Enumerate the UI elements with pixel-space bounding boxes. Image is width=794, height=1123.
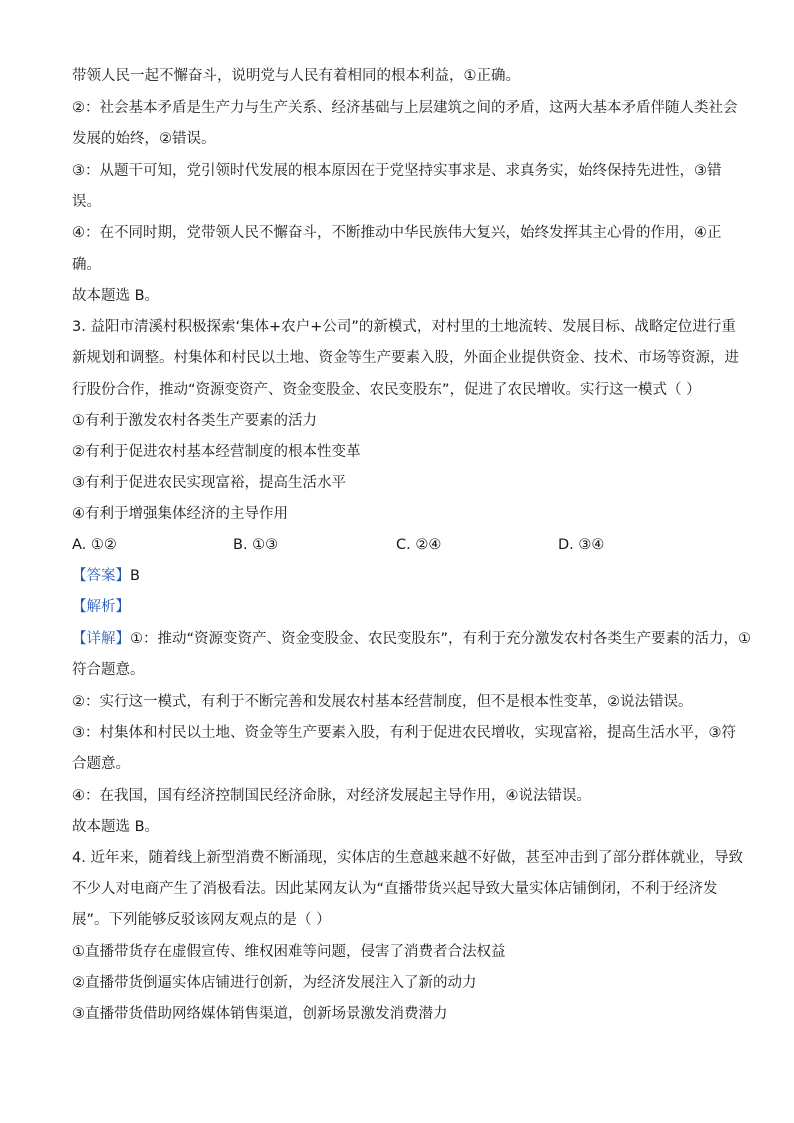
detail-line: ②：实行这一模式，有利于不断完善和发展农村基本经营制度，但不是根本性变革，②说法错误。 bbox=[72, 694, 693, 710]
option-a: A. ①② bbox=[72, 537, 117, 553]
question-4-statement: ③直播带货借助网络媒体销售渠道，创新场景激发消费潜力 bbox=[72, 1006, 448, 1022]
option-b: B. ①③ bbox=[233, 537, 279, 553]
prev-analysis-line: ③：从题干可知，党引领时代发展的根本原因在于党坚持实事求是、求真务实，始终保持先进性，③错 bbox=[72, 163, 722, 179]
detail-line: 合题意。 bbox=[72, 756, 130, 772]
answer-line bbox=[72, 566, 140, 586]
question-3-statement: ①有利于激发农村各类生产要素的活力 bbox=[72, 413, 317, 429]
analysis-heading bbox=[72, 597, 130, 617]
prev-analysis-line: ②：社会基本矛盾是生产力与生产关系、经济基础与上层建筑之间的矛盾，这两大基本矛盾伴随人类社会 bbox=[72, 100, 738, 116]
answer-value: B bbox=[130, 568, 140, 584]
prev-analysis-line: 确。 bbox=[72, 257, 101, 273]
detail-line bbox=[72, 629, 751, 649]
analysis-tag: 【解析】 bbox=[72, 599, 130, 615]
question-3-stem: 行股份合作，推动“资源变资产、资金变股金、农民变股东”，促进了农民增收。实行这一模式（ ） bbox=[72, 382, 701, 398]
question-3-stem: 3. 益阳市清溪村积极探索‘集体+农户+公司”的新模式，对村里的土地流转、发展目标、战略定位进行重 bbox=[72, 319, 736, 335]
detail-line: 符合题意。 bbox=[72, 662, 145, 678]
detail-tag: 【详解】 bbox=[72, 631, 130, 647]
question-3-statement: ②有利于促进农村基本经营制度的根本性变革 bbox=[72, 444, 361, 460]
option-d: D. ③④ bbox=[558, 537, 605, 553]
prev-analysis-line: 发展的始终，②错误。 bbox=[72, 131, 216, 147]
question-4-stem: 展”。下列能够反驳该网友观点的是（ ） bbox=[72, 912, 331, 928]
question-3-statement: ③有利于促进农民实现富裕，提高生活水平 bbox=[72, 475, 346, 491]
question-3-statement: ④有利于增强集体经济的主导作用 bbox=[72, 506, 288, 522]
question-4-statement: ②直播带货倒逼实体店铺进行创新，为经济发展注入了新的动力 bbox=[72, 975, 477, 991]
answer-tag: 【答案】 bbox=[72, 568, 130, 584]
prev-analysis-line: 误。 bbox=[72, 194, 101, 210]
detail-conclusion: 故本题选 B。 bbox=[72, 819, 160, 835]
prev-analysis-line: ④：在不同时期，党带领人民不懈奋斗，不断推动中华民族伟大复兴，始终发挥其主心骨的作用，④正 bbox=[72, 225, 722, 241]
question-4-stem: 4. 近年来，随着线上新型消费不断涌现，实体店的生意越来越不好做，甚至冲击到了部分群体就业，导致 bbox=[72, 850, 743, 866]
prev-conclusion: 故本题选 B。 bbox=[72, 288, 160, 304]
question-4-statement: ①直播带货存在虚假宣传、维权困难等问题，侵害了消费者合法权益 bbox=[72, 944, 506, 960]
detail-line: ③：村集体和村民以土地、资金等生产要素入股，有利于促进农民增收，实现富裕，提高生活水平，③符 bbox=[72, 725, 736, 741]
detail-line: ④：在我国，国有经济控制国民经济命脉，对经济发展起主导作用，④说法错误。 bbox=[72, 788, 591, 804]
prev-analysis-line: 带领人民一起不懈奋斗，说明党与人民有着相同的根本利益，①正确。 bbox=[72, 68, 520, 84]
question-4-stem: 不少人对电商产生了消极看法。因此某网友认为“直播带货兴起导致大量实体店铺倒闭，不利于经济发 bbox=[72, 881, 718, 897]
option-c: C. ②④ bbox=[396, 537, 442, 553]
detail-text: ①：推动“资源变资产、资金变股金、农民变股东”，有利于充分激发农村各类生产要素的活力，① bbox=[130, 631, 752, 647]
question-3-stem: 新规划和调整。村集体和村民以土地、资金等生产要素入股，外面企业提供资金、技术、市场等资源，进 bbox=[72, 350, 739, 366]
